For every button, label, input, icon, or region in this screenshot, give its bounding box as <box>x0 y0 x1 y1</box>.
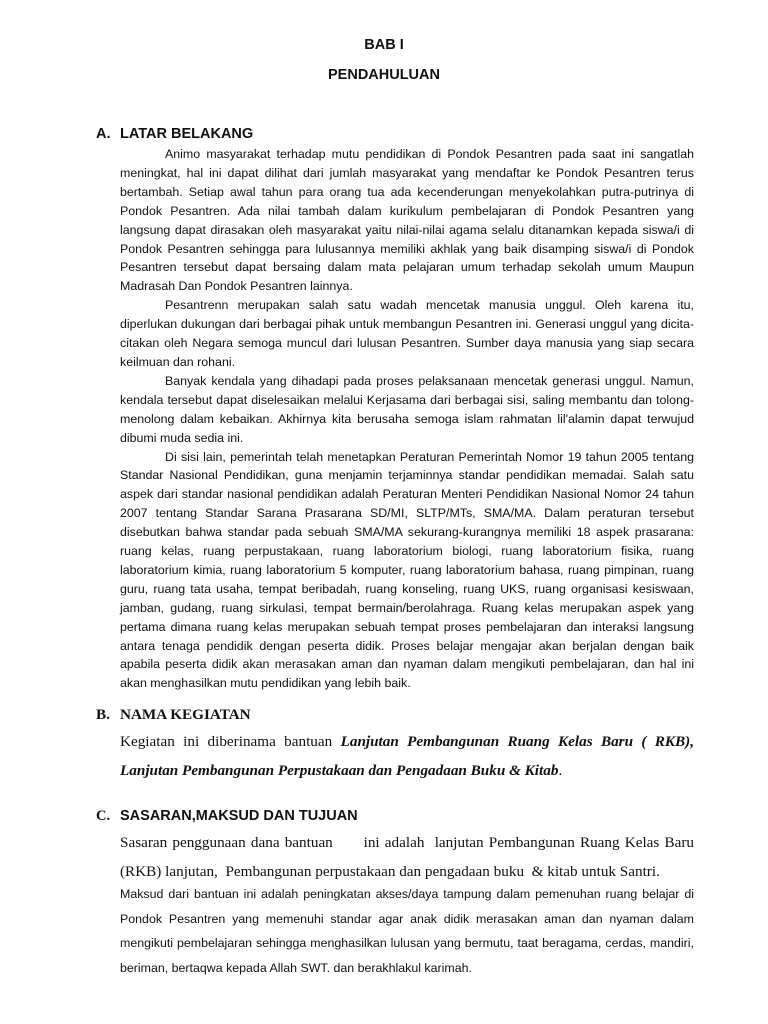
section-c-title: SASARAN,MAKSUD DAN TUJUAN <box>120 808 358 824</box>
section-b-title: NAMA KEGIATAN <box>120 706 251 723</box>
section-c-letter: C. <box>96 808 111 824</box>
section-c-target: Sasaran penggunaan dana bantuan ini adalah lanjutan Pembangunan Ruang Kelas Baru (RKB) lanjutan, Pembangunan perpustakaan dan pengadaan buku & kitab untuk Santri. <box>120 834 698 880</box>
activity-end: . <box>558 761 563 779</box>
section-b-body <box>120 728 694 785</box>
paragraph: Di sisi lain, pemerintah telah menetapkan Peraturan Pemerintah Nomor 19 tahun 2005 tentang Standar Nasional Pendidikan, guna menjamin terjaminnya standar pendidikan memadai. Salah satu aspek dari standar nasional pendidikan adalah Peraturan Menteri Pendidikan Nasional Nomor 24 tahun 2007 tentang Standar Sarana Prasarana SD/MI, SLTP/MTs, SMA/MA. Dalam peraturan tersebut disebutkan bahwa standar pada sebuah SMA/MA sekurang-kurangnya memiliki 18 aspek prasarana: ruang kelas, ruang perpustakaan, ruang laboratorium biologi, ruang laboratorium fisika, ruang laboratorium kimia, ruang laboratorium 5 komputer, ruang laboratorium bahasa, ruang pimpinan, ruang guru, ruang tata usaha, tempat beribadah, ruang konseling, ruang UKS, ruang organisasi kesiswaan, jamban, gudang, ruang sirkulasi, tempat bermain/berolahraga. Ruang kelas merupakan aspek yang pertama dimana ruang kelas merupakan sebuah tempat proses pembelajaran dan interaksi langsung antara tenaga pendidik dengan peserta didik. Proses belajar mengajar akan berjalan dengan baik apabila peserta didik akan merasakan aman dan nyaman dalam mengikuti pembelajaran, dan hal ini akan menghasilkan mutu pendidikan yang lebih baik. <box>120 449 694 691</box>
section-a-heading <box>96 126 253 142</box>
section-a-letter: A. <box>96 126 111 142</box>
section-c-heading <box>96 808 358 825</box>
chapter-number: BAB I <box>364 37 404 53</box>
paragraph: Banyak kendala yang dihadapi pada proses pelaksanaan mencetak generasi unggul. Namun, kendala tersebut dapat diselesaikan melalui Kerjasama dari berbagai sisi, saling membantu dan tolong-menolong dalam kebaikan. Akhirnya kita berusaha semoga islam rahmatan lil'alamin dapat terwujud dibumi muda sedia ini. <box>120 373 694 445</box>
paragraph: Pesantrenn merupakan salah satu wadah mencetak manusia unggul. Oleh karena itu, diperlukan dukungan dari berbagai pihak untuk membangun Pesantren ini. Generasi unggul yang dicita-citakan oleh Negara semoga muncul dari lulusan Pesantren. Sumber daya manusia yang siap secara keilmuan dan rohani. <box>120 298 694 369</box>
section-b-heading <box>96 706 251 724</box>
section-c-purpose: Maksud dari bantuan ini adalah peningkatan akses/daya tampung dalam pemenuhan ruang belajar di Pondok Pesantren yang memenuhi standar agar anak didik merasakan aman dan nyaman dalam mengikuti pembelajaran sehingga menghasilkan lulusan yang bermutu, taat beragama, cerdas, mandiri, beriman, bertaqwa kepada Allah SWT. dan berakhlakul karimah. <box>120 887 694 975</box>
activity-name: Lanjutan Pembangunan Ruang Kelas Baru ( RKB), Lanjutan Pembangunan Perpustakaan dan Pengadaan Buku & Kitab <box>120 733 694 779</box>
section-a-body <box>120 145 694 693</box>
chapter-title: PENDAHULUAN <box>328 67 440 83</box>
paragraph: Animo masyarakat terhadap mutu pendidikan di Pondok Pesantren pada saat ini sangatlah meningkat, hal ini dapat dilihat dari jumlah masyarakat yang mendaftar ke Pondok Pesantren terus bertambah. Setiap awal tahun para orang tua ada kecenderungan menyekolahkan putra-putrinya di Pondok Pesantren. Ada nilai tambah dalam kurikulum pembelajaran di Pondok Pesantren yang langsung dapat dirasakan oleh masyarakat yaitu nilai-nilai agama selalu ditanamkan kepada siswa/i di Pondok Pesantren sehingga para lulusannya memiliki akhlak yang baik disamping siswa/i di Pondok Pesantren tersebut dapat bersaing dalam mata pelajaran umum terhadap sekolah umum Maupun Madrasah Dan Pondok Pesantren lainnya. <box>120 147 694 294</box>
activity-intro: Kegiatan ini diberinama bantuan <box>120 733 341 750</box>
section-a-title: LATAR BELAKANG <box>120 126 254 142</box>
section-b-letter: B. <box>96 706 110 723</box>
